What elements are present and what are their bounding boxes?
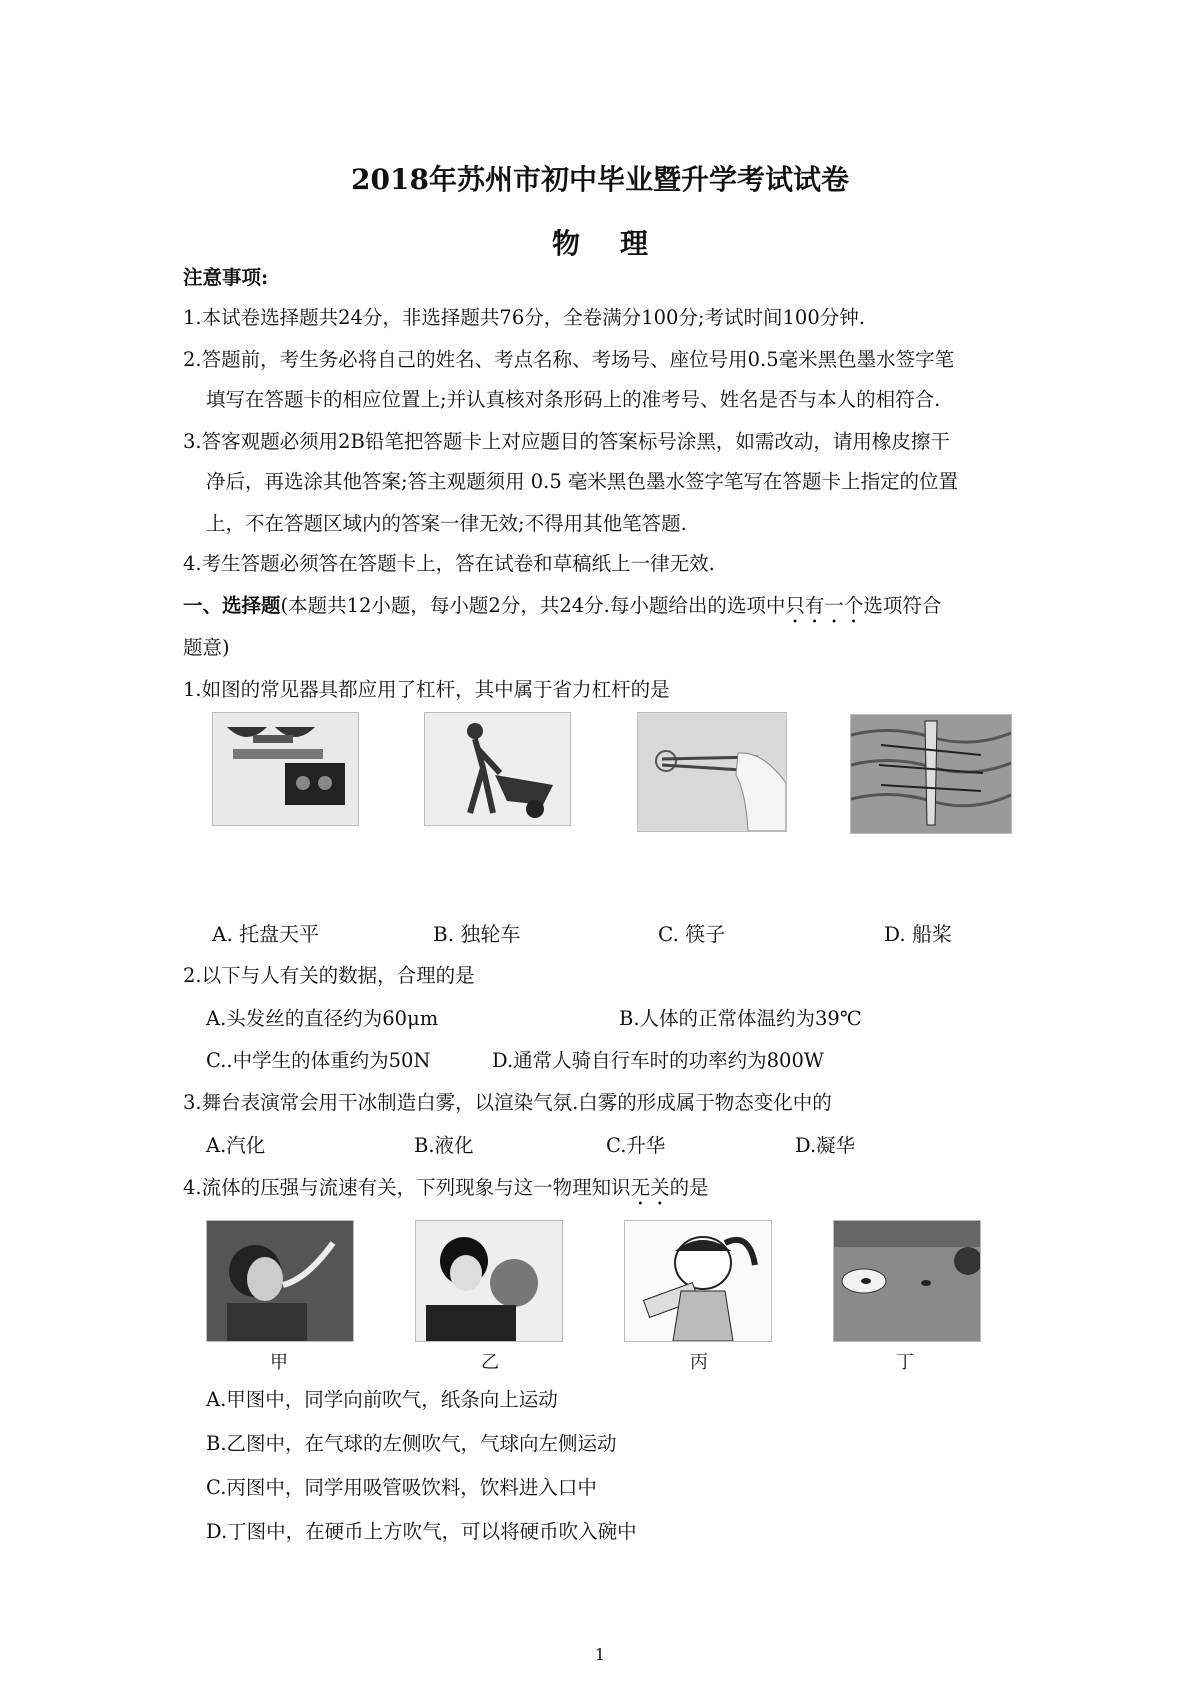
rowing-boat-image [850,714,1012,834]
q4-option-a: A.甲图中，同学向前吹气，纸条向上运动 [206,1388,558,1411]
balloon-icon [416,1221,562,1341]
q4-caption-ding: 丁 [896,1352,914,1373]
q4-option-c: C.丙图中，同学用吸管吸饮料，饮料进入口中 [206,1476,597,1499]
q1-caption-d: D. 船桨 [884,922,953,946]
balance-scale-image [212,712,359,826]
q4-stem [183,1172,709,1210]
section-1-emphasis: 只有一个 [785,594,864,617]
chopsticks-image [637,712,787,832]
section-1-heading [183,590,941,628]
coin-icon [834,1221,980,1341]
note-3b: 净后，再选涂其他答案;答主观题须用 0.5 毫米黑色墨水签字笔写在答题卡上指定的位置 [206,470,958,493]
blowing-paper-image [206,1220,354,1342]
q2-option-b: B.人体的正常体温约为39℃ [619,1007,862,1030]
q1-caption-b: B. 独轮车 [433,922,521,946]
coin-bowl-image [833,1220,981,1342]
q3-option-d: D.凝华 [795,1134,856,1157]
note-2b: 填写在答题卡的相应位置上;并认真核对条形码上的准考号、姓名是否与本人的相符合. [206,388,941,411]
q3-option-b: B.液化 [414,1134,474,1157]
section-1-desc-a: (本题共12小题，每小题2分，共24分.每小题给出的选项中 [280,594,786,617]
q2-option-a: A.头发丝的直径约为60μm [206,1007,439,1030]
q3-stem: 3.舞台表演常会用干冰制造白雾，以渲染气氛.白雾的形成属于物态变化中的 [183,1091,832,1114]
q4-emphasis: 无关 [630,1176,670,1199]
oar-icon [851,715,1011,833]
chopsticks-icon [638,713,786,831]
paper-strip-icon [207,1221,353,1341]
notes-heading: 注意事项: [183,266,269,289]
balloon-image [415,1220,563,1342]
straw-drink-icon [625,1221,771,1341]
q2-option-c: C..中学生的体重约为50N [206,1049,431,1072]
section-1-desc-c: 题意) [183,636,230,659]
q1-caption-a: A. 托盘天平 [212,922,320,946]
q4-caption-yi: 乙 [481,1352,499,1373]
wheelbarrow-image [424,712,571,826]
drinking-straw-image [624,1220,772,1342]
q1-caption-c: C. 筷子 [658,922,726,946]
q1-stem: 1.如图的常见器具都应用了杠杆，其中属于省力杠杆的是 [183,678,670,701]
q4-stem-a: 4.流体的压强与流速有关，下列现象与这一物理知识 [183,1176,631,1199]
q3-option-a: A.汽化 [206,1134,266,1157]
note-2a: 2.答题前，考生务必将自己的姓名、考点名称、考场号、座位号用0.5毫米黑色墨水签字笔 [183,348,955,371]
q4-option-b: B.乙图中，在气球的左侧吹气，气球向左侧运动 [206,1432,617,1455]
note-4: 4.考生答题必须答在答题卡上，答在试卷和草稿纸上一律无效. [183,552,715,575]
q3-option-c: C.升华 [606,1134,666,1157]
balance-scale-icon [213,713,358,825]
q2-stem: 2.以下与人有关的数据，合理的是 [183,964,475,987]
page-number: 1 [594,1645,606,1664]
note-3a: 3.答客观题必须用2B铅笔把答题卡上对应题目的答案标号涂黑，如需改动，请用橡皮擦干 [183,430,950,453]
subject-title: 物理 [551,227,688,260]
q4-caption-bing: 丙 [690,1352,708,1373]
exam-title: 2018年苏州市初中毕业暨升学考试试卷 [351,163,849,196]
q4-caption-jia: 甲 [270,1352,288,1373]
q2-option-d: D.通常人骑自行车时的功率约为800W [492,1049,824,1072]
q4-stem-b: 的是 [669,1176,709,1199]
note-1: 1.本试卷选择题共24分，非选择题共76分，全卷满分100分;考试时间100分钟. [183,306,865,329]
q4-option-d: D.丁图中，在硬币上方吹气，可以将硬币吹入碗中 [206,1520,637,1543]
section-1-desc-b: 选项符合 [863,594,942,617]
wheelbarrow-icon [425,713,570,825]
section-1-name: 一、选择题 [183,594,281,617]
note-3c: 上，不在答题区域内的答案一律无效;不得用其他笔答题. [206,512,687,535]
